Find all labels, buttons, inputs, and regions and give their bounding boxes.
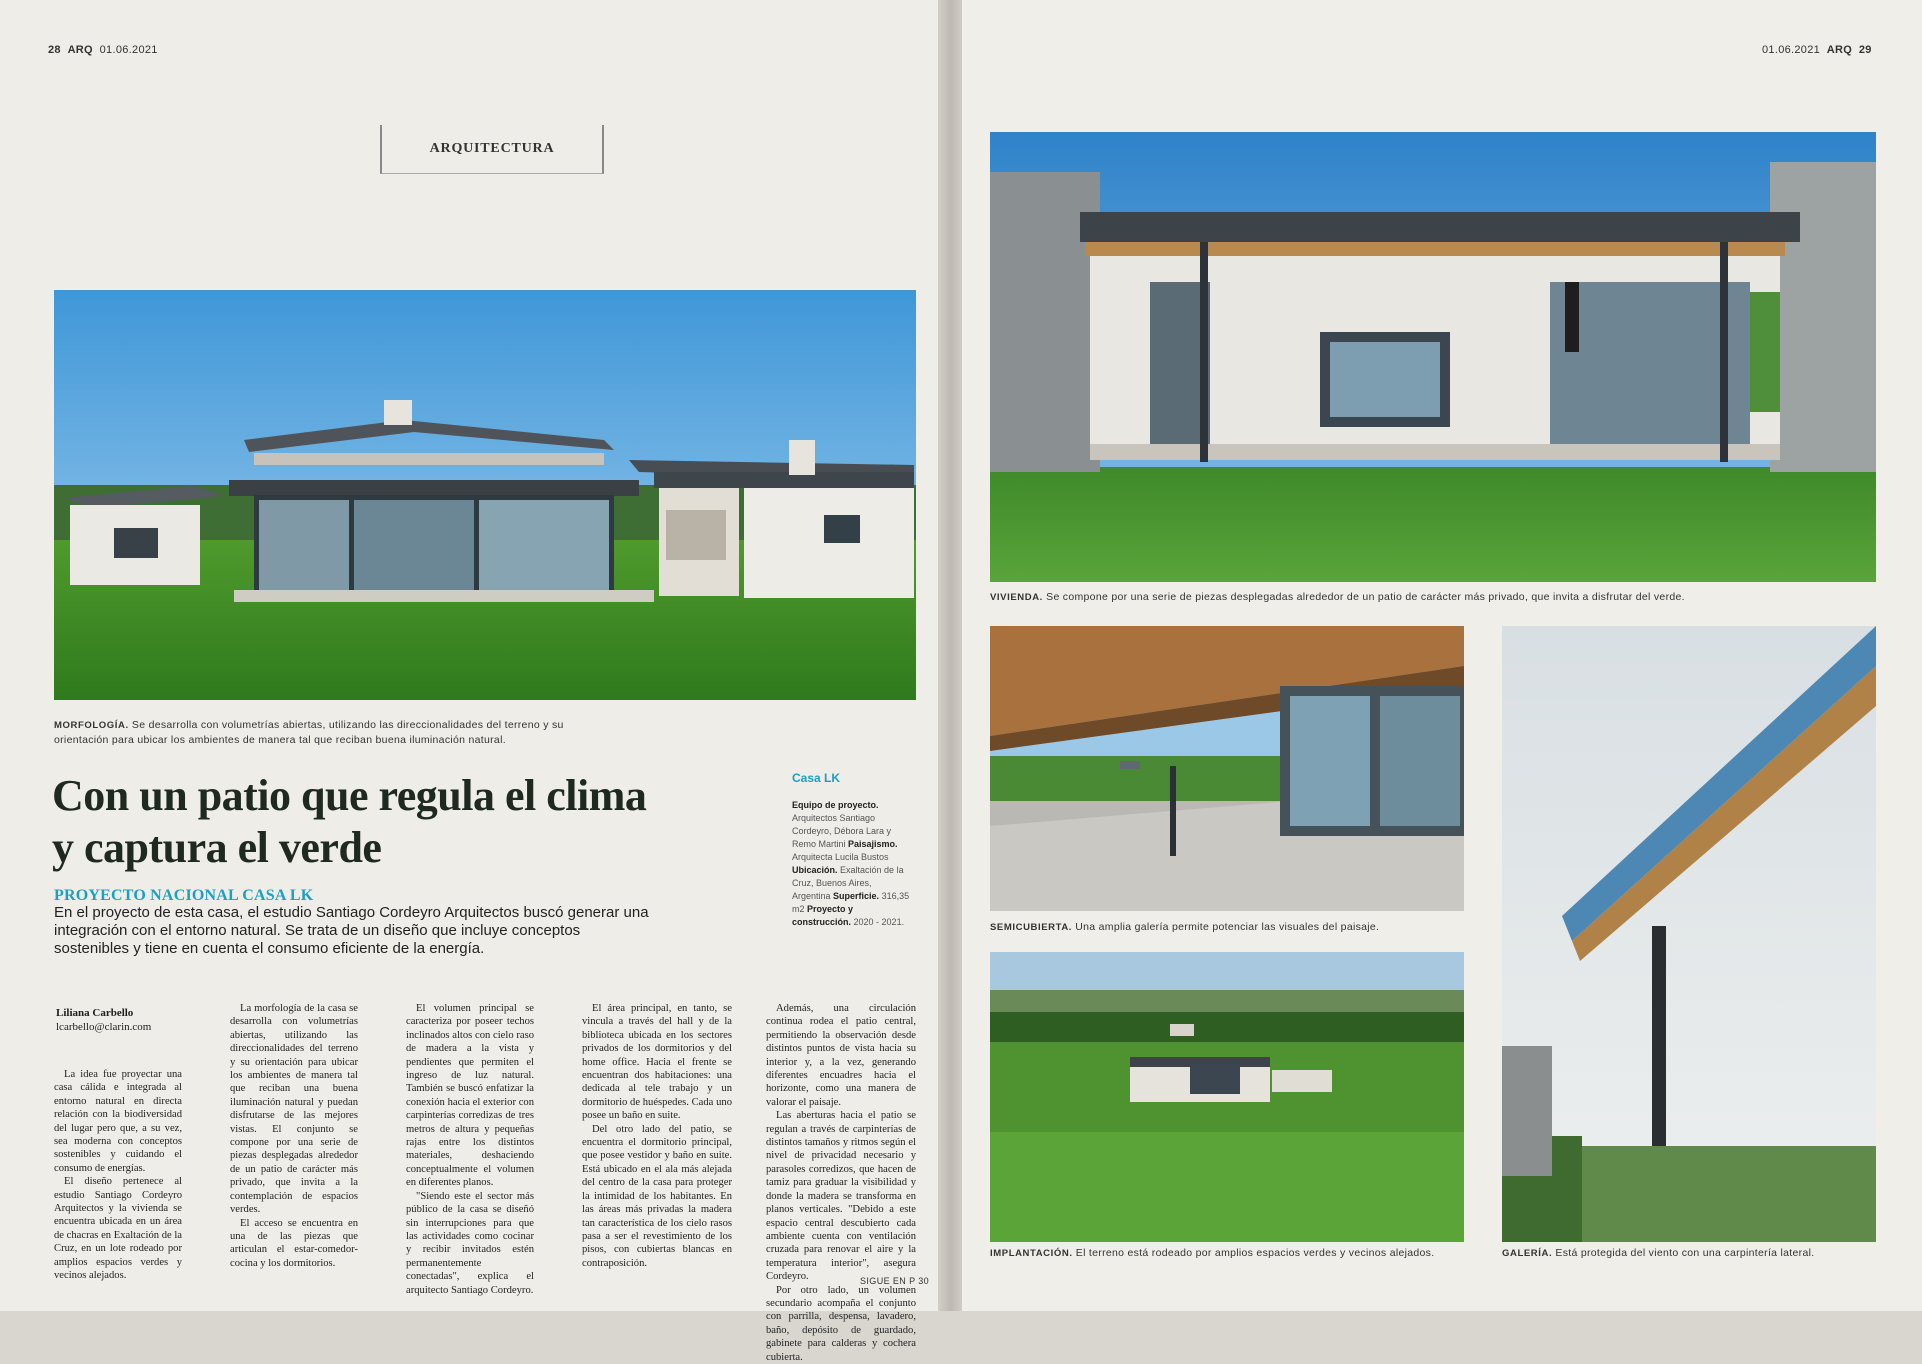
body-column-5: Además, una circulación continua rodea el patio central, permitiendo la observación desde distintos puntos de vista hacia su interior y, a la vez, generando diferentes encuadres hacia el horizonte, como una manera de valorar el paisaje. Las aberturas hacia el patio se regulan a través de carpinterías de distintos tamaños y ritmos según el nivel de privacidad necesario y parasoles corredizos, que hacen de tamiz para graduar la visibilidad y donde la madera se transforma en planos verticales. "Debido a este espacio central descubierto cada ambiente cuenta con ventilación cruzada para renovar el aire y la temperatura interior", asegura Cordeyro. Por otro lado, un volumen secundario acompaña el conjunto con parrilla, despensa, lavadero, baño, depósito de guardado, gabinete para calderas y cochera cubierta.: [766, 1003, 916, 1363]
project-sidebar: Casa LK Equipo de proyecto. Arquitectos Santiago Cordeyro, Débora Lara y Remo Martini Paisajismo. Arquitecta Lucila Bustos Ubicación. Exaltación de la Cruz, Buenos Aires, Argentina Superficie. 316,35 m2 Proyecto y construcción. 2020 - 2021.: [792, 772, 912, 929]
author-name: Liliana Carbello: [56, 1007, 134, 1019]
aerial-caption: IMPLANTACIÓN. El terreno está rodeado por amplios espacios verdes y vecinos alejados.: [990, 1247, 1435, 1259]
section-label-box: [380, 125, 604, 174]
left-page: [0, 0, 940, 1363]
author-email[interactable]: lcarbello@clarin.com: [56, 1021, 152, 1033]
page-gutter: [938, 0, 964, 1311]
gallery-detail-caption: GALERÍA. Está protegida del viento con una carpintería lateral.: [1502, 1247, 1815, 1259]
right-folio: 01.06.2021 ARQ 29: [1762, 44, 1872, 56]
sidebar-title: Casa LK: [792, 771, 841, 785]
section-label: ARQUITECTURA: [429, 141, 555, 156]
headline: Con un patio que regula el clima y captura el verde: [52, 771, 647, 872]
semicovered-photo: [990, 626, 1464, 911]
hero-caption: MORFOLOGÍA. Se desarrolla con volumetrías abiertas, utilizando las direccionalidades del terreno y su orientación para ubicar los ambientes de manera tal que reciban buena iluminación natural.: [54, 719, 564, 746]
patio-photo: [990, 132, 1876, 582]
body-column-4: El área principal, en tanto, se vincula a través del hall y de la biblioteca ubicada en los sectores privados de los dormitorios y del home office. Hacia el frente se encuentran dos habitaciones: una dedicada al tele trabajo y un dormitorio de huéspedes. Cada uno posee un baño en suite. Del otro lado del patio, se encuentra el dormitorio principal, que posee vestidor y baño en suite. Está ubicado en el ala más alejada del centro de la casa para proteger la intimidad de los habitantes. En las áreas más privadas la madera tan característica de los cielo rasos pasa a ser el revestimiento de los pisos, con cubiertas blancas en contraposición.: [582, 1003, 732, 1269]
body-column-2: La morfología de la casa se desarrolla con volumetrías abiertas, utilizando las direccionalidades del terreno y su orientación para ubicar los ambientes de manera tal que reciban una buena iluminación natural y puedan disfrutarse de las mejores vistas. El conjunto se compone por una serie de piezas desplegadas alrededor de un patio de carácter más privado, que invita a la contemplación de espacios verdes. El acceso se encuentra en una de las piezas que articulan el estar-comedor-cocina y los dormitorios.: [230, 1003, 358, 1269]
left-folio: 28 ARQ 01.06.2021: [48, 44, 158, 56]
aerial-photo: [990, 952, 1464, 1242]
patio-caption: VIVIENDA. Se compone por una serie de piezas desplegadas alrededor de un patio de carácter más privado, que invita a disfrutar del verde.: [990, 591, 1685, 603]
body-column-1: La idea fue proyectar una casa cálida e integrada al entorno natural en directa relación con la biodiversidad del lugar pero que, a su vez, sea moderna con conceptos sostenibles y cuidando el consumo de energías. El diseño pertenece al estudio Santiago Cordeyro Arquitectos y la vivienda se encuentra ubicada en un área de chacras en Exaltación de la Cruz, en un lote rodeado por amplios espacios verdes y vecinos alejados.: [54, 1069, 182, 1282]
byline: [56, 1006, 151, 1034]
hero-house-photo: [54, 290, 916, 700]
gallery-detail-photo: [1502, 626, 1876, 1242]
dek: En el proyecto de esta casa, el estudio Santiago Cordeyro Arquitectos buscó generar una integración con el entorno natural. Se trata de un diseño que incluye conceptos sostenibles y tiene en cuenta el consumo eficiente de la energía.: [54, 904, 649, 957]
right-page: [962, 0, 1922, 1311]
kicker: PROYECTO NACIONAL CASA LK: [54, 887, 314, 904]
semicovered-caption: SEMICUBIERTA. Una amplia galería permite potenciar las visuales del paisaje.: [990, 921, 1380, 933]
continued-label: SIGUE EN P 30: [860, 1276, 930, 1286]
body-column-3: El volumen principal se caracteriza por poseer techos inclinados altos con cielo raso de madera a la vista y pendientes que permiten el ingreso de luz natural. También se buscó enfatizar la conexión hacia el exterior con carpinterías corredizas de tres metros de altura y pequeñas rajas entre los distintos materiales, deshaciendo conceptualmente el volumen en diferentes planos. "Siendo este el sector más público de la casa se diseñó sin interrupciones para que las actividades como cocinar y recibir invitados estén permanentemente conectadas", explica el arquitecto Santiago Cordeyro.: [406, 1003, 534, 1296]
